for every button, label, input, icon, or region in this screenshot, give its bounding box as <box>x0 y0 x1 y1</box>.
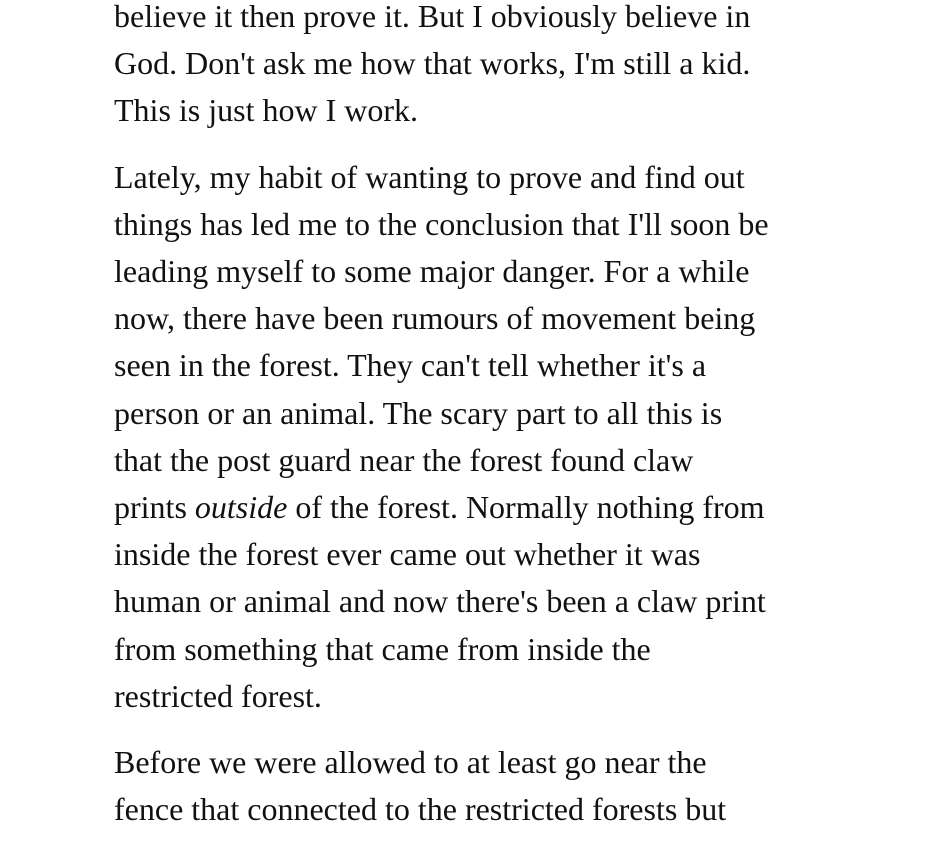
text-line: human or animal and now there's been a claw print <box>114 583 766 620</box>
text-fragment: of the forest. Normally nothing from <box>287 489 765 526</box>
text-line: This is just how I work. <box>114 92 418 129</box>
text-line: things has led me to the conclusion that I'll soon be <box>114 205 769 242</box>
text-line: God. Don't ask me how that works, I'm still a kid. <box>114 45 751 82</box>
text-line: person or an animal. The scary part to all this is <box>114 394 723 431</box>
paragraph-1 <box>114 0 844 135</box>
text-line: restricted forest. <box>114 677 322 714</box>
text-line: seen in the forest. They can't tell whether it's a <box>114 347 707 384</box>
paragraph-3 <box>114 739 844 833</box>
text-line: believe it then prove it. But I obviously believe in <box>114 0 751 34</box>
text-line: Lately, my habit of wanting to prove and find out <box>114 158 745 195</box>
emphasized-word: outside <box>194 489 288 526</box>
paragraph-2 <box>114 154 844 720</box>
text-line-with-emphasis <box>114 484 844 531</box>
text-line: now, there have been rumours of movement being <box>114 300 756 337</box>
text-line: from something that came from inside the <box>114 630 651 667</box>
text-line: fence that connected to the restricted forests but <box>114 791 727 828</box>
reading-page <box>114 0 844 852</box>
text-line: inside the forest ever came out whether it was <box>114 536 701 573</box>
text-line: leading myself to some major danger. For a while <box>114 253 750 290</box>
text-fragment: prints <box>114 489 195 526</box>
text-line: Before we were allowed to at least go near the <box>114 744 707 781</box>
text-line: that the post guard near the forest found claw <box>114 441 694 478</box>
